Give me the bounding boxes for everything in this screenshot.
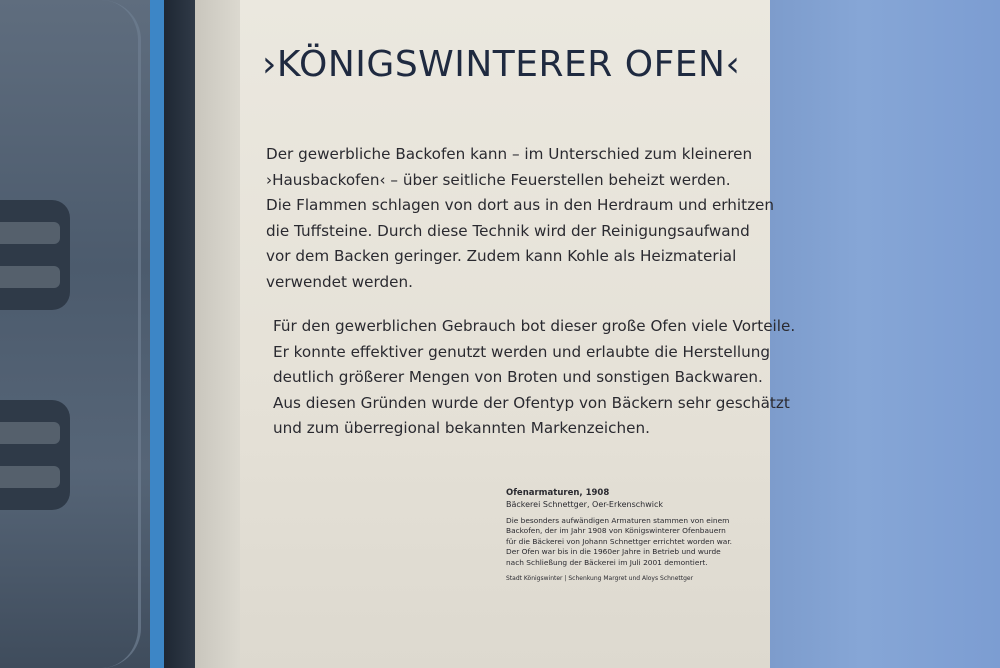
blue-frame-edge xyxy=(150,0,164,668)
panel-title: ›KÖNIGSWINTERER OFEN‹ xyxy=(262,44,741,85)
text-line: die Tuffsteine. Durch diese Technik wird der Reinigungsaufwand xyxy=(266,221,750,240)
oven-door xyxy=(0,0,215,668)
caption-line: nach Schließung der Bäckerei im Juli 2001 demontiert. xyxy=(506,557,708,567)
hinge-pin xyxy=(0,266,60,288)
text-line: vor dem Backen geringer. Zudem kann Kohle als Heizmaterial xyxy=(266,247,737,266)
caption-line: Backofen, der im Jahr 1908 von Königswinterer Ofenbauern xyxy=(506,526,726,536)
caption-line: Der Ofen war bis in die 1960er Jahre in Betrieb und wurde xyxy=(506,547,721,557)
paragraph-1 xyxy=(266,142,774,296)
text-line: Die Flammen schlagen von dort aus in den Herdraum und erhitzen xyxy=(266,196,775,215)
text-line: Für den gewerblichen Gebrauch bot dieser große Ofen viele Vorteile. xyxy=(273,317,796,335)
object-caption xyxy=(506,488,768,583)
hinge-pin xyxy=(0,222,60,244)
caption-line: für die Bäckerei von Johann Schnettger errichtet worden war. xyxy=(506,536,733,546)
caption-credit: Stadt Königswinter | Schenkung Margret und Aloys Schnettger xyxy=(506,575,694,583)
text-line: Aus diesen Gründen wurde der Ofentyp von Bäckern sehr geschätzt xyxy=(273,393,790,412)
text-line: deutlich größerer Mengen von Broten und sonstigen Backwaren. xyxy=(273,368,763,387)
oven-door-ridge xyxy=(18,0,141,668)
hinge-pin xyxy=(0,422,60,444)
text-line: Er konnte effektiver genutzt werden und erlaubte die Herstellung xyxy=(273,342,771,361)
text-line: ›Hausbackofen‹ – über seitliche Feuerstellen beheizt werden. xyxy=(266,170,731,189)
paragraph-2 xyxy=(273,314,795,442)
text-line: verwendet werden. xyxy=(266,272,413,291)
text-line: Der gewerbliche Backofen kann – im Unterschied zum kleineren xyxy=(266,145,753,163)
hinge-pin xyxy=(0,466,60,488)
text-line: und zum überregional bekannten Markenzeichen. xyxy=(273,419,650,438)
caption-body xyxy=(506,516,768,568)
caption-line: Die besonders aufwändigen Armaturen stammen von einem xyxy=(506,516,730,525)
blue-wall xyxy=(770,0,1000,668)
upper-hinge xyxy=(0,200,70,310)
caption-title: Ofenarmaturen, 1908 xyxy=(506,488,610,498)
lower-hinge xyxy=(0,400,70,510)
caption-subtitle: Bäckerei Schnettger, Oer-Erkenschwick xyxy=(506,500,664,509)
